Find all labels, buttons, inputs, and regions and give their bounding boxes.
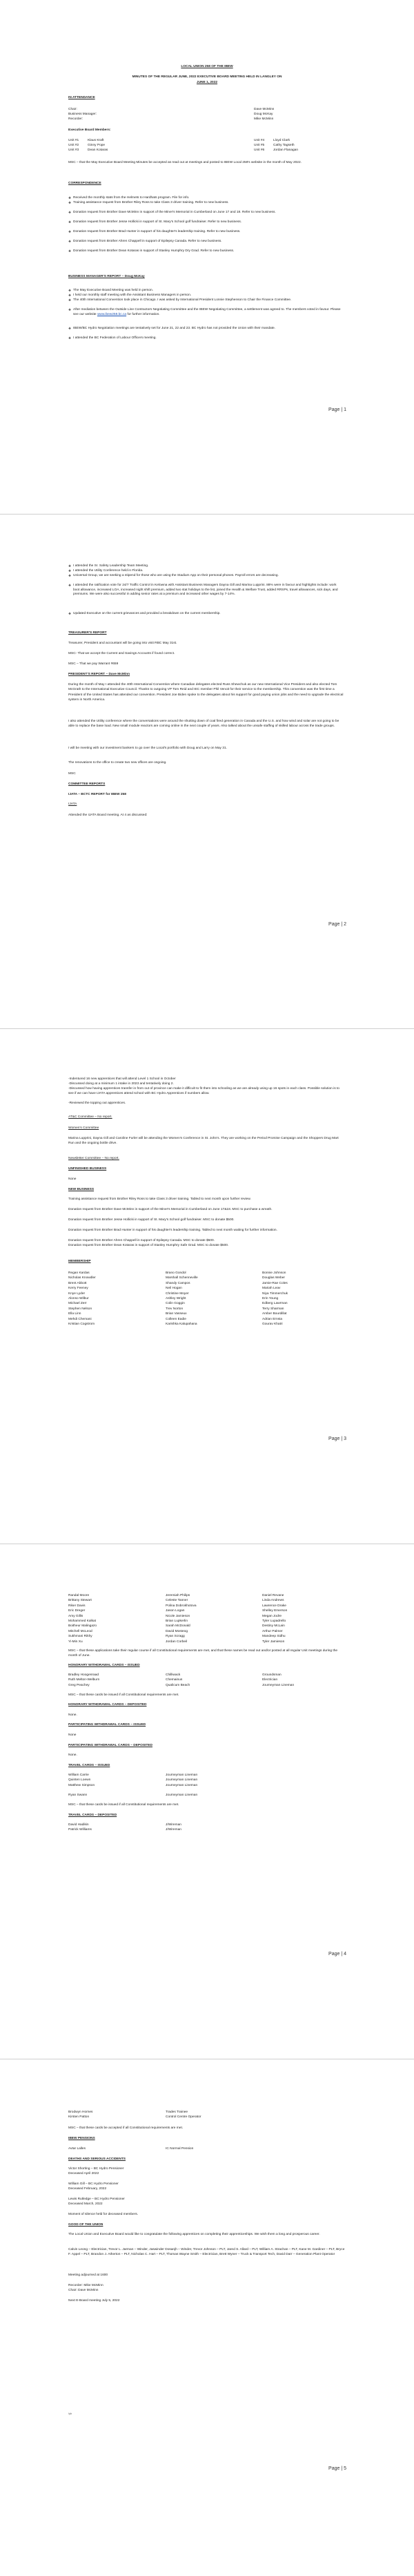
unit-6-name: Jordan Flanagan bbox=[273, 148, 299, 152]
corr-item-4: ❖ Donation request from Brother Jesse Hollicki in support of St. Mary's School golf fundraiser. Refer to new business. bbox=[68, 220, 242, 224]
member-name: Douglas Weber bbox=[262, 1276, 285, 1280]
member-name: Alonso Wilbur bbox=[68, 1297, 89, 1301]
role-chair: Chair: bbox=[68, 108, 77, 111]
travel-name: Matthew Simpson bbox=[68, 1783, 95, 1787]
member-name: Destiny McLain bbox=[262, 1624, 285, 1628]
unit-5-name: Cathy Tagseth bbox=[273, 144, 295, 147]
member-name: Amy Gillis bbox=[68, 1614, 83, 1618]
member-name: Boitheur Malingazo bbox=[68, 1624, 97, 1628]
pension-type: IC Normal Pension bbox=[166, 2147, 194, 2151]
travel-dep-names bbox=[68, 1823, 158, 1833]
honorary-place: Qualicum Beach bbox=[166, 1683, 190, 1687]
msc-travel: MSC – that these cards be issued if all Constitutional requirements are met. bbox=[68, 1803, 179, 1807]
membership-col-2 bbox=[166, 1271, 255, 1327]
honorary-issued-heading: HONORARY WITHDRAWAL CARDS – ISSUED bbox=[68, 1664, 140, 1667]
member-name: Gourav Khatri bbox=[262, 1323, 283, 1327]
attendance-heading: IN ATTENDANCE bbox=[68, 96, 95, 99]
deaths-heading: DEATHS AND SERIOUS ACCIDENTS bbox=[68, 2157, 126, 2161]
bm-cont-5: ❖ Updated Executive on the current grievances and provided a breakdown on the current membership. bbox=[68, 612, 221, 615]
diamond-bullet-icon: ❖ bbox=[68, 201, 72, 204]
nb-item-1: Training assistance request from Brother Riley Ross to take Class 3 driver training. Tabled to next month upon further review. bbox=[68, 1198, 251, 1201]
member-name: Colin Goggin bbox=[166, 1302, 185, 1306]
member-name: David Mosteog bbox=[166, 1629, 188, 1633]
adjourned-text: Meeting adjourned at 1600 bbox=[68, 2274, 108, 2277]
member-name: Regan Kardas bbox=[68, 1271, 90, 1275]
diamond-bullet-icon: ❖ bbox=[68, 336, 72, 340]
good-text: The Local Union and Executive Board would like to congratulate the following apprentices on completing their apprenticeships. We wish them a long and prosperous career. bbox=[68, 2233, 320, 2236]
nb-item-6: Donation request from Brother Dean Kotaras in support of Stanley Humphry Safe Grad. MSC to donate $500. bbox=[68, 1244, 229, 1247]
member-name: Christine Moyer bbox=[166, 1291, 189, 1296]
member-name: Jason Logan bbox=[166, 1609, 185, 1613]
page-number: Page | 1 bbox=[328, 407, 346, 412]
ijata-note-2: -Discussed doing at a minimum 1 intake in 2023 and tentatively doing 2. bbox=[68, 1082, 174, 1086]
member-name: Mariah Leav bbox=[262, 1287, 281, 1291]
good-heading: GOOD OF THE UNION bbox=[68, 2223, 103, 2227]
msc-p5: MSC – that these cards be accepted if all Constitutional requirements are met. bbox=[68, 2126, 184, 2130]
membership2-col-3 bbox=[262, 1593, 345, 1644]
name-recorder: Mike McMinn bbox=[254, 117, 274, 121]
travel-dep-name: Patrick Williams bbox=[68, 1828, 92, 1832]
member-name: Brian Vasseux bbox=[166, 1312, 187, 1316]
diamond-bullet-icon: ❖ bbox=[68, 294, 72, 297]
member-name: Yi-Min Xu bbox=[68, 1640, 83, 1644]
page-5 bbox=[0, 2059, 414, 2576]
bm-cont-2: ❖ I attended the Utility Conference held in Florida. bbox=[68, 569, 144, 573]
member-name: Megan Jodre bbox=[262, 1614, 282, 1618]
p5-trades bbox=[166, 2110, 276, 2120]
member-name: Neil Hogan bbox=[166, 1287, 182, 1291]
diamond-bullet-icon: ❖ bbox=[68, 298, 72, 302]
corr-item-6: ❖ Donation request from Brother Ahren Chappell in support of Epilepsy Canada. Refer to new business. bbox=[68, 240, 222, 243]
diamond-bullet-icon: ❖ bbox=[68, 289, 72, 292]
president-p4: The renovations to the office to create two new offices are ongoing. bbox=[68, 761, 167, 765]
participating-deposited-heading: PARTICIPATING WITHDRAWAL CARDS – DEPOSITED bbox=[68, 1744, 152, 1747]
member-name: Nicholas Knowdler bbox=[68, 1276, 96, 1280]
honorary-name: Ruth Melton-Welburn bbox=[68, 1678, 100, 1682]
honorary-trade: Electrician bbox=[262, 1678, 278, 1682]
member-name: Shelley Emerson bbox=[262, 1609, 288, 1613]
death-2-date: Deceased February, 2022 bbox=[68, 2187, 107, 2191]
bm-item-1: ❖ The May Executive Board Meeting was held in person. bbox=[68, 289, 153, 292]
doc-header-title: MINUTES OF THE REGULAR JUNE, 2022 EXECUTIVE BOARD MEETING HELD IN LANGLEY ON bbox=[132, 75, 282, 79]
unit-4-name: Lloyd Clark bbox=[273, 139, 290, 142]
participating-issued-heading: PARTICIPATING WITHDRAWAL CARDS – ISSUED bbox=[68, 1723, 146, 1727]
exec-board-heading: Executive Board Members: bbox=[68, 128, 111, 132]
president-msc: MSC bbox=[68, 772, 76, 776]
pensions-heading: IBEW PENSIONS bbox=[68, 2137, 95, 2140]
womens-heading: Women's Committee bbox=[68, 1126, 99, 1130]
member-name: Jamie-Rae Coles bbox=[262, 1281, 288, 1285]
ijata-attend: Attended the IJATA Board meeting. At 4 as discussed: bbox=[68, 814, 148, 817]
unit-3-name: Dean Kotaras bbox=[88, 148, 108, 152]
membership-col-1 bbox=[68, 1271, 158, 1327]
atc-report: AT&C Committee – No report. bbox=[68, 1115, 112, 1119]
member-name: Randal Moore bbox=[68, 1594, 90, 1597]
unit-3: Unit #3 bbox=[68, 148, 79, 152]
membership-col-3 bbox=[262, 1271, 345, 1327]
website-link[interactable]: www.ibew258.bc.ca bbox=[97, 312, 127, 316]
travel-trades bbox=[166, 1773, 255, 1788]
corr-item-3: ❖ Donation request from Brother Dave McMinn in support of the Miner's Memorial in Cumberland on June 17 and 18. Refer to new business. bbox=[68, 211, 276, 214]
member-name: Mohammed Kalkat bbox=[68, 1619, 96, 1624]
bm-report-heading: BUSINESS MANAGER'S REPORT – Doug McKay bbox=[68, 275, 145, 278]
member-name: Sarah McDonald bbox=[166, 1624, 190, 1628]
member-name: Trev Norton bbox=[166, 1307, 184, 1311]
bm-cont-4: ❖ I attended the ratification vote for 24/7 Traffic Control in Kelowna with Assistant Business Managers Dayna Gill and Marina Lupprini. 88% were in favour and highlights include: work boot allowance, increased LOA, increased night shift premium, added two stat holidays to the list, joined the Health & Welfare Trust, added RRSPs, travel allowances, sick days, and premiums. We were also successful in adding senior rates at a premium and increased other wages by 7-14%. bbox=[68, 584, 338, 597]
member-name: Mandeep Sidhu bbox=[262, 1635, 286, 1639]
new-business-heading: NEW BUSINESS bbox=[68, 1188, 95, 1191]
travel-issued-heading: TRAVEL CARDS – ISSUED bbox=[68, 1764, 110, 1767]
honorary-trades bbox=[262, 1673, 345, 1688]
bm-item-5: ❖ IBEW/BC Hydro Negotiation meetings are tentatively set for June 21, 22 and 23. BC Hydro has not provided the Union with their mandate. bbox=[68, 327, 276, 330]
honorary-place: Chemainus bbox=[166, 1678, 183, 1682]
member-name: Nicole Jamieson bbox=[166, 1614, 190, 1618]
page-number: Page | 2 bbox=[328, 922, 346, 927]
membership-heading: MEMBERSHIP bbox=[68, 1260, 91, 1263]
member-name: Brent Abbott bbox=[68, 1281, 87, 1285]
womens-text: Marina Lupprini, Dayna Gill and Caroline Furler will be attending the Women's Conference in St. John's. They are working on the Period Promise Campaign and the Shoppers Drug Mart Run and the ongoing bottle drive. bbox=[68, 1137, 339, 1146]
travel-dep-trades bbox=[166, 1823, 255, 1833]
member-name: Colleen Eadie bbox=[166, 1317, 186, 1321]
member-name: Jordan Corbeil bbox=[166, 1640, 188, 1644]
doc-header-union: LOCAL UNION 258 OF THE IBEW bbox=[181, 65, 233, 68]
member-name: Riker Davis bbox=[68, 1604, 86, 1608]
member-name: Lawrence Drake bbox=[262, 1604, 286, 1608]
honorary-deposited-text: None. bbox=[68, 1713, 77, 1717]
member-name: Niya Timmerchuk bbox=[262, 1291, 288, 1296]
travel-name: William Carrie bbox=[68, 1774, 89, 1777]
travel-trade: Journeyman Lineman bbox=[166, 1774, 198, 1777]
honorary-names bbox=[68, 1673, 158, 1688]
honorary-trade: Journeyman Lineman bbox=[262, 1683, 295, 1687]
msc-minutes: MSC – that the May Executive Board Meeting Minutes be accepted as read out at meetings and posted to IBEW Local 258's website in the month of May 2022. bbox=[68, 161, 302, 164]
member-name: Daniel Revane bbox=[262, 1594, 284, 1597]
participating-deposited-text: None. bbox=[68, 1753, 77, 1757]
bm-item-4: ❖ After mediation between the Outside Line Contractors Negotiating Committee and the IBEW Negotiating Committee, a settlement was agreed to. The members voted in favour. Please see our website www.ibew258.bc.ca for further information. bbox=[68, 308, 341, 316]
bm-item-3: ❖ The 40th International Convention took place in Chicago. I was asked by International President Lonnie Stephenson to Chair the Finance Committee. bbox=[68, 298, 292, 302]
ijata-note-1: -Indentured 16 new apprentices that will attend Level 1 School in October bbox=[68, 1077, 176, 1081]
ijata-report-heading: IJATA – BCTC REPORT for IBEW 258 bbox=[68, 793, 126, 796]
honorary-deposited-heading: HONORARY WITHDRAWAL CARDS – DEPOSITED bbox=[68, 1703, 147, 1707]
travel-dep-trade: J/Wireman bbox=[166, 1823, 181, 1827]
unfinished-heading: UNFINISHED BUSINESS bbox=[68, 1167, 107, 1171]
diamond-bullet-icon: ❖ bbox=[68, 612, 72, 615]
role-bm: Business Manager: bbox=[68, 113, 97, 116]
p5-trade: Control Centre Operator bbox=[166, 2115, 201, 2120]
unit-4: Unit #4 bbox=[254, 139, 265, 142]
member-name: Kerry Feeney bbox=[68, 1287, 88, 1291]
travel-names bbox=[68, 1773, 158, 1788]
travel-deposited-heading: TRAVEL CARDS – DEPOSITED bbox=[68, 1814, 117, 1817]
president-p1: During the month of May I attended the 40th International Convention where Canadian delegates elected Russ Shewchuk as our new International Vice President and also elected Tom McGrath to the International Executive Council. Thanks to outgoing VP Tom Reid and IEC member Phil Venoit for their service to the membership. This convention was the first time a President of the United States has attended our convention. President Joe Biden spoke to the delegates about his support for good paying union jobs and the need to upgrade the electrical system in North America. bbox=[68, 683, 344, 702]
membership2-col-1 bbox=[68, 1593, 158, 1644]
unit-5: Unit #5 bbox=[254, 144, 265, 147]
msc-membership: MSC – that these applications take their regular course if all Constitutional requirements are met, and that these names be read out and/or posted at all regular Unit meetings during the month of June. bbox=[68, 1649, 338, 1658]
member-name: Ashley Wright bbox=[166, 1297, 186, 1301]
member-name: Sukhmani Rikhy bbox=[68, 1635, 92, 1639]
member-name: Knye Lyder bbox=[68, 1291, 86, 1296]
page-3 bbox=[0, 1029, 414, 1544]
honorary-name: Bradley Hoogenraad bbox=[68, 1673, 99, 1677]
unit-6: Unit #6 bbox=[254, 148, 265, 152]
diamond-bullet-icon: ❖ bbox=[68, 240, 72, 243]
member-name: Arthur Palmer bbox=[262, 1629, 283, 1633]
member-name: Stephen Nelson bbox=[68, 1307, 92, 1311]
travel-dep-trade: J/Wireman bbox=[166, 1828, 181, 1832]
participating-issued-text: None bbox=[68, 1733, 77, 1737]
member-name: Celeste Tanner bbox=[166, 1599, 188, 1603]
member-name: Kristian Cogstrom bbox=[68, 1323, 95, 1327]
unit-2: Unit #2 bbox=[68, 144, 79, 147]
president-heading: PRESIDENT'S REPORT – Dave McMinn bbox=[68, 673, 130, 676]
chair-sign: Chair: Dave McMinn bbox=[68, 2289, 99, 2292]
corr-item-7: ❖ Donation request from Brother Dean Kotaras in support of Stanley Humphry Dry Grad. Refer to new business. bbox=[68, 249, 235, 253]
corr-item-1: ❖ Received the monthly stats from the Helmets to Hardhats program. File for info. bbox=[68, 196, 190, 200]
newsletter-report: Newsletter Committee – No report. bbox=[68, 1157, 119, 1160]
diamond-bullet-icon: ❖ bbox=[68, 584, 72, 587]
diamond-bullet-icon: ❖ bbox=[68, 211, 72, 214]
member-name: Karishka Kalupahana bbox=[166, 1323, 197, 1327]
diamond-bullet-icon: ❖ bbox=[68, 574, 72, 577]
unit-2-name: Ginny Pope bbox=[88, 144, 106, 147]
diamond-bullet-icon: ❖ bbox=[68, 230, 72, 233]
pension-name: Avtar Lalles bbox=[68, 2147, 86, 2151]
ijata-note-3: -Discussed how having apprentices transfer in from out of province can make it difficult to fit them into schooling as we are already using up 16 spots in each class. Possible solution is to see if we can have IJATA apprentices attend school with BC Hydro Apprentices if numbers allow. bbox=[68, 1087, 339, 1096]
silence-text: Moment of silence held for deceased members. bbox=[68, 2213, 139, 2216]
death-3-date: Deceased March, 2022 bbox=[68, 2202, 103, 2206]
unit-1-name: Klaus Kraft bbox=[88, 139, 104, 142]
corr-item-2: ❖ Training assistance request from Brother Riley Ross to take Class 3 driver training. Refer to new business. bbox=[68, 201, 229, 204]
member-name: Shandy Campos bbox=[166, 1281, 190, 1285]
bm-item-6: ❖ I attended the BC Federation of Labour Officers meeting. bbox=[68, 336, 157, 340]
next-meeting: Next E-Board meeting July 5, 2022 bbox=[68, 2299, 120, 2303]
diamond-bullet-icon: ❖ bbox=[68, 569, 72, 573]
travel-trade: Journeyman Lineman bbox=[166, 1778, 198, 1782]
diamond-bullet-icon: ❖ bbox=[68, 249, 72, 253]
corr-item-5: ❖ Donation request from Brother Brad Hunter in support of his daughter's leadership training. Refer to new business. bbox=[68, 230, 241, 233]
member-name: Ella Linn bbox=[68, 1312, 81, 1316]
p5-name: Brodwyn Hornes bbox=[68, 2111, 93, 2114]
p5-trade: Trades Trainee bbox=[166, 2111, 188, 2114]
nb-item-4: Donation request from Brother Brad Hunter in support of his daughter's leadership training. Tabled to next month waiting for further information. bbox=[68, 1229, 277, 1232]
diamond-bullet-icon: ❖ bbox=[68, 327, 72, 330]
member-name: Marshall Schenneville bbox=[166, 1276, 198, 1280]
member-name: Jeremiah Philips bbox=[166, 1594, 190, 1597]
page-2 bbox=[0, 515, 414, 1029]
member-name: Adrian Ernsta bbox=[262, 1317, 283, 1321]
page-1 bbox=[0, 0, 414, 515]
member-name: Brano Gondol bbox=[166, 1271, 186, 1275]
member-name: Tyler Jamieson bbox=[262, 1640, 285, 1644]
honorary-places bbox=[166, 1673, 255, 1688]
ijata-note-4: -Reviewed the topping out apprentices. bbox=[68, 1102, 126, 1105]
member-name: Linda Andrews bbox=[262, 1599, 284, 1603]
correspondence-heading: CORRESPONDENCE bbox=[68, 182, 101, 185]
unfinished-text: None bbox=[68, 1178, 77, 1181]
page-number: Page | 4 bbox=[328, 1952, 346, 1957]
death-3: Lewis Rutledge – BC Hydro Pensioner bbox=[68, 2198, 125, 2201]
member-name: Polina Dobrokhotova bbox=[166, 1604, 197, 1608]
treasurer-heading: TREASURER'S REPORT bbox=[68, 631, 107, 635]
travel-trade: Journeyman Lineman bbox=[166, 1783, 198, 1787]
bm-cont-1: ❖ I attended the Sr. Safety Leadership Team Meeting. bbox=[68, 564, 149, 568]
death-1: Victor Shorting – BC Hydro Pensioner bbox=[68, 2167, 124, 2171]
member-name: Brittany Stewart bbox=[68, 1599, 92, 1603]
member-name: Tyler Lupadrello bbox=[262, 1619, 286, 1624]
treasurer-p1: Treasurer, President and accountant will be going into visit RBC May 31st. bbox=[68, 642, 177, 645]
role-recorder: Recorder: bbox=[68, 117, 83, 121]
travel-name: Quinten Loewn bbox=[68, 1778, 91, 1782]
member-name: Mehdi Chemani bbox=[68, 1317, 92, 1321]
p5-names bbox=[68, 2110, 158, 2120]
page-number: Page | 5 bbox=[328, 2466, 346, 2471]
nb-item-2: Donation request from Brother Dave McMinn in support of the Miner's Memorial in Cumberland on June 17&18. MSC to purchase a wreath. bbox=[68, 1208, 273, 1211]
member-name: Mitchell McLeod bbox=[68, 1629, 92, 1633]
nb-item-3: Donation request from Brother Jesse Hollicki in support of St. Mary's School golf fundraiser. MSC to donate $500. bbox=[68, 1218, 235, 1222]
doc-header-date: JUNE 1, 2022 bbox=[196, 81, 218, 84]
member-name: Terry Sharman bbox=[262, 1307, 284, 1311]
member-name: Amber Bourdillat bbox=[262, 1312, 287, 1316]
president-p2: I also attended the Utility conference where the conversations were around the shutting down of coal fired generation in Canada and the U.S. and how wind and solar are not going to be able to replace the base load. New small module reactors are coming online in the next couple of years. Also talked about the unsafe staffing of skilled labour across the trade groups. bbox=[68, 720, 339, 729]
bm-item-2: ❖ I held our monthly staff meeting with the Assistant Business Managers in person. bbox=[68, 294, 192, 297]
good-names: Calvin Leong – Electrician, Trevor L. Jarman – Winder, Jaswinder Dosanjh – Winder, Trevor Johnson – PLT, Jared S. Allard – PLT, William A. Strachan – PLT, Kane M. Gardiner – PLT, Bryce F. Appel – PLT, Brandon J. Atherton – PLT, Nicholas C. Hart – PLT, Thomas Wayne Smith – Electrician, Brett Wyner – Truck & Transport Tech, David Darr – Generation Plant Operator bbox=[68, 2248, 345, 2257]
member-name: Michael Zerr bbox=[68, 1302, 87, 1306]
name-chair: Dave McMinn bbox=[254, 108, 275, 111]
ijata-label: IJATA bbox=[68, 802, 77, 806]
honorary-name: Greg Peachey bbox=[68, 1683, 90, 1687]
death-1-date: Deceased April 2022 bbox=[68, 2172, 99, 2175]
member-name: Eric Dreger bbox=[68, 1609, 86, 1613]
msc-honorary: MSC – that these cards be issued if all Constitutional requirements are met. bbox=[68, 1693, 179, 1697]
page-number: Page | 3 bbox=[328, 1436, 346, 1441]
page-4 bbox=[0, 1544, 414, 2059]
doc-footer-initials: /yk bbox=[68, 2412, 72, 2415]
death-2: William Gill – BC Hydro Pensioner bbox=[68, 2182, 119, 2186]
diamond-bullet-icon: ❖ bbox=[68, 564, 72, 568]
member-name: Bonnie Johnson bbox=[262, 1271, 286, 1275]
diamond-bullet-icon: ❖ bbox=[68, 220, 72, 224]
diamond-bullet-icon: ❖ bbox=[68, 308, 72, 311]
committee-heading: COMMITTEE REPORTS bbox=[68, 782, 106, 786]
nb-item-5: Donation request from Brother Ahren Chappell in support of Epilepsy Canada. MSC to donate $500. bbox=[68, 1239, 215, 1242]
travel-dep-name: David Hadikin bbox=[68, 1823, 89, 1827]
diamond-bullet-icon: ❖ bbox=[68, 196, 72, 200]
president-p3: I will be meeting with our investment bankers to go over the Local's portfolio with Doug and Larry on May 31. bbox=[68, 747, 227, 750]
member-name: Edberg Lawrman bbox=[262, 1302, 288, 1306]
name-bm: Doug McKay bbox=[254, 113, 273, 116]
member-name: Erin Young bbox=[262, 1297, 279, 1301]
p5-name: Kirsten Patton bbox=[68, 2115, 90, 2120]
treasurer-p3: MSC – That we pay Warrant #659 bbox=[68, 662, 119, 666]
honorary-trade: Groundsman bbox=[262, 1673, 282, 1677]
treasurer-p2: MSC- That we accept the Current and Savings Accounts if found correct. bbox=[68, 652, 175, 655]
member-name: Brian Lupkerlin bbox=[166, 1619, 188, 1624]
unit-1: Unit #1 bbox=[68, 139, 79, 142]
recorder-sign: Recorder: Mike McMinn bbox=[68, 2284, 103, 2287]
bm-cont-3: ❖ Universal Group, we are seeking a stipend for those who are using the Stadium App on their personal phones. Payroll errors are decreasing. bbox=[68, 574, 279, 577]
membership2-col-2 bbox=[166, 1593, 255, 1644]
honorary-place: Chilliwack bbox=[166, 1673, 181, 1677]
travel-trade: Journeyman Lineman bbox=[166, 1794, 198, 1797]
travel-name: Ryan Swann bbox=[68, 1794, 88, 1797]
member-name: Ryan Scragg bbox=[166, 1635, 185, 1639]
